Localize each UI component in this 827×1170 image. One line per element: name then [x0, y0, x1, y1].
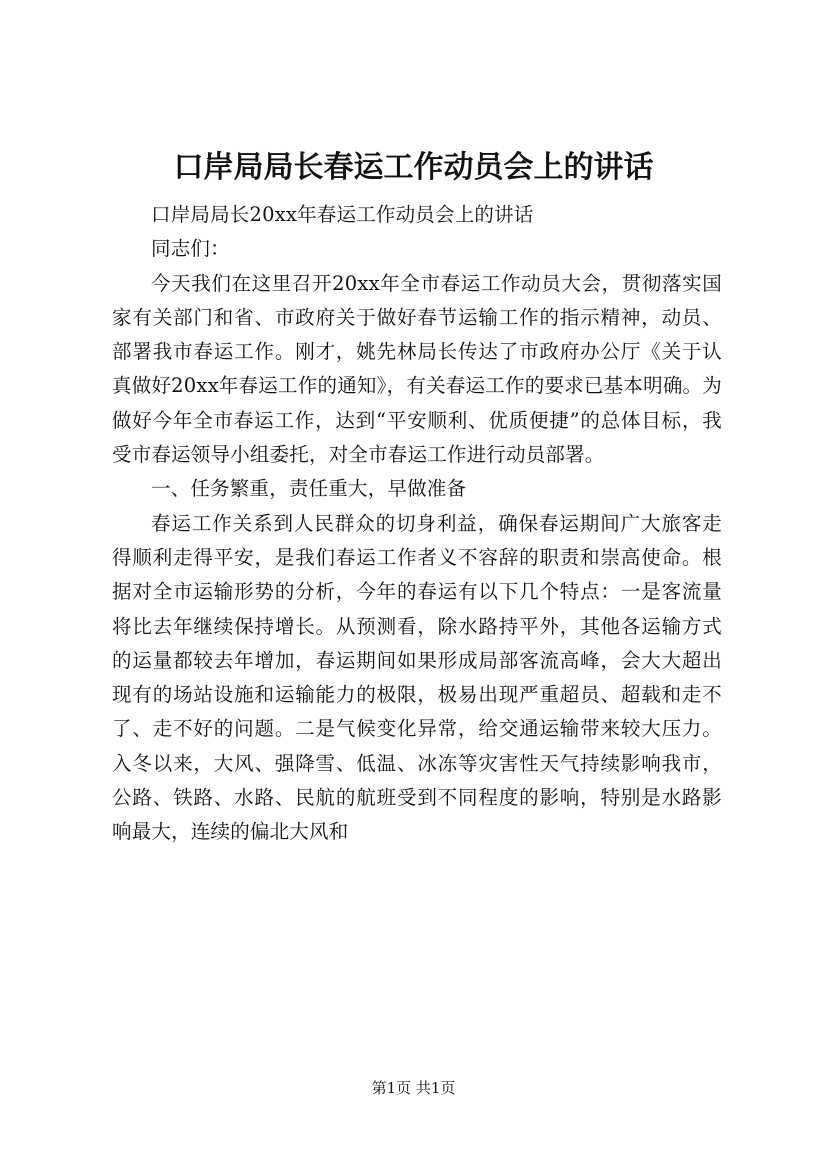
page-footer: 第1页 共1页	[371, 1079, 456, 1097]
document-title: 口岸局局长春运工作动员会上的讲话	[173, 150, 654, 185]
section-paragraph: 春运工作关系到人民群众的切身利益，确保春运期间广大旅客走得顺利走得平安，是我们春运工作者义不容辞的职责和崇高使命。根据对全市运输形势的分析，今年的春运有以下几个特点：一是客流量将比去年继续保持增长。从预测看，除水路持平外，其他各运输方式的运量都较去年增加，春运期间如果形成局部客流高峰，会大大超出现有的场站设施和运输能力的极限，极易出现严重超员、超载和走不了、走不好的问题。二是气候变化异常，给交通运输带来较大压力。入冬以来，大风、强降雪、低温、冰冻等灾害性天气持续影响我市，公路、铁路、水路、民航的航班受到不同程度的影响，特别是水路影响最大，连续的偏北大风和	[112, 511, 722, 844]
document-body	[112, 198, 722, 850]
section-heading: 一、任务繁重，责任重大，早做准备	[151, 477, 467, 501]
subtitle-paragraph: 口岸局局长20xx年春运工作动员会上的讲话	[151, 203, 534, 226]
salutation-paragraph: 同志们：	[151, 237, 230, 261]
intro-paragraph: 今天我们在这里召开20xx年全市春运工作动员大会，贯彻落实国家有关部门和省、市政府关于做好春节运输工作的指示精神，动员、部署我市春运工作。刚才，姚先林局长传达了市政府办公厅《关于认真做好20xx年春运工作的通知》，有关春运工作的要求已基本明确。为做好今年全市春运工作，达到“平安顺利、优质便捷”的总体目标，我受市春运领导小组委托，对全市春运工作进行动员部署。	[112, 271, 722, 467]
